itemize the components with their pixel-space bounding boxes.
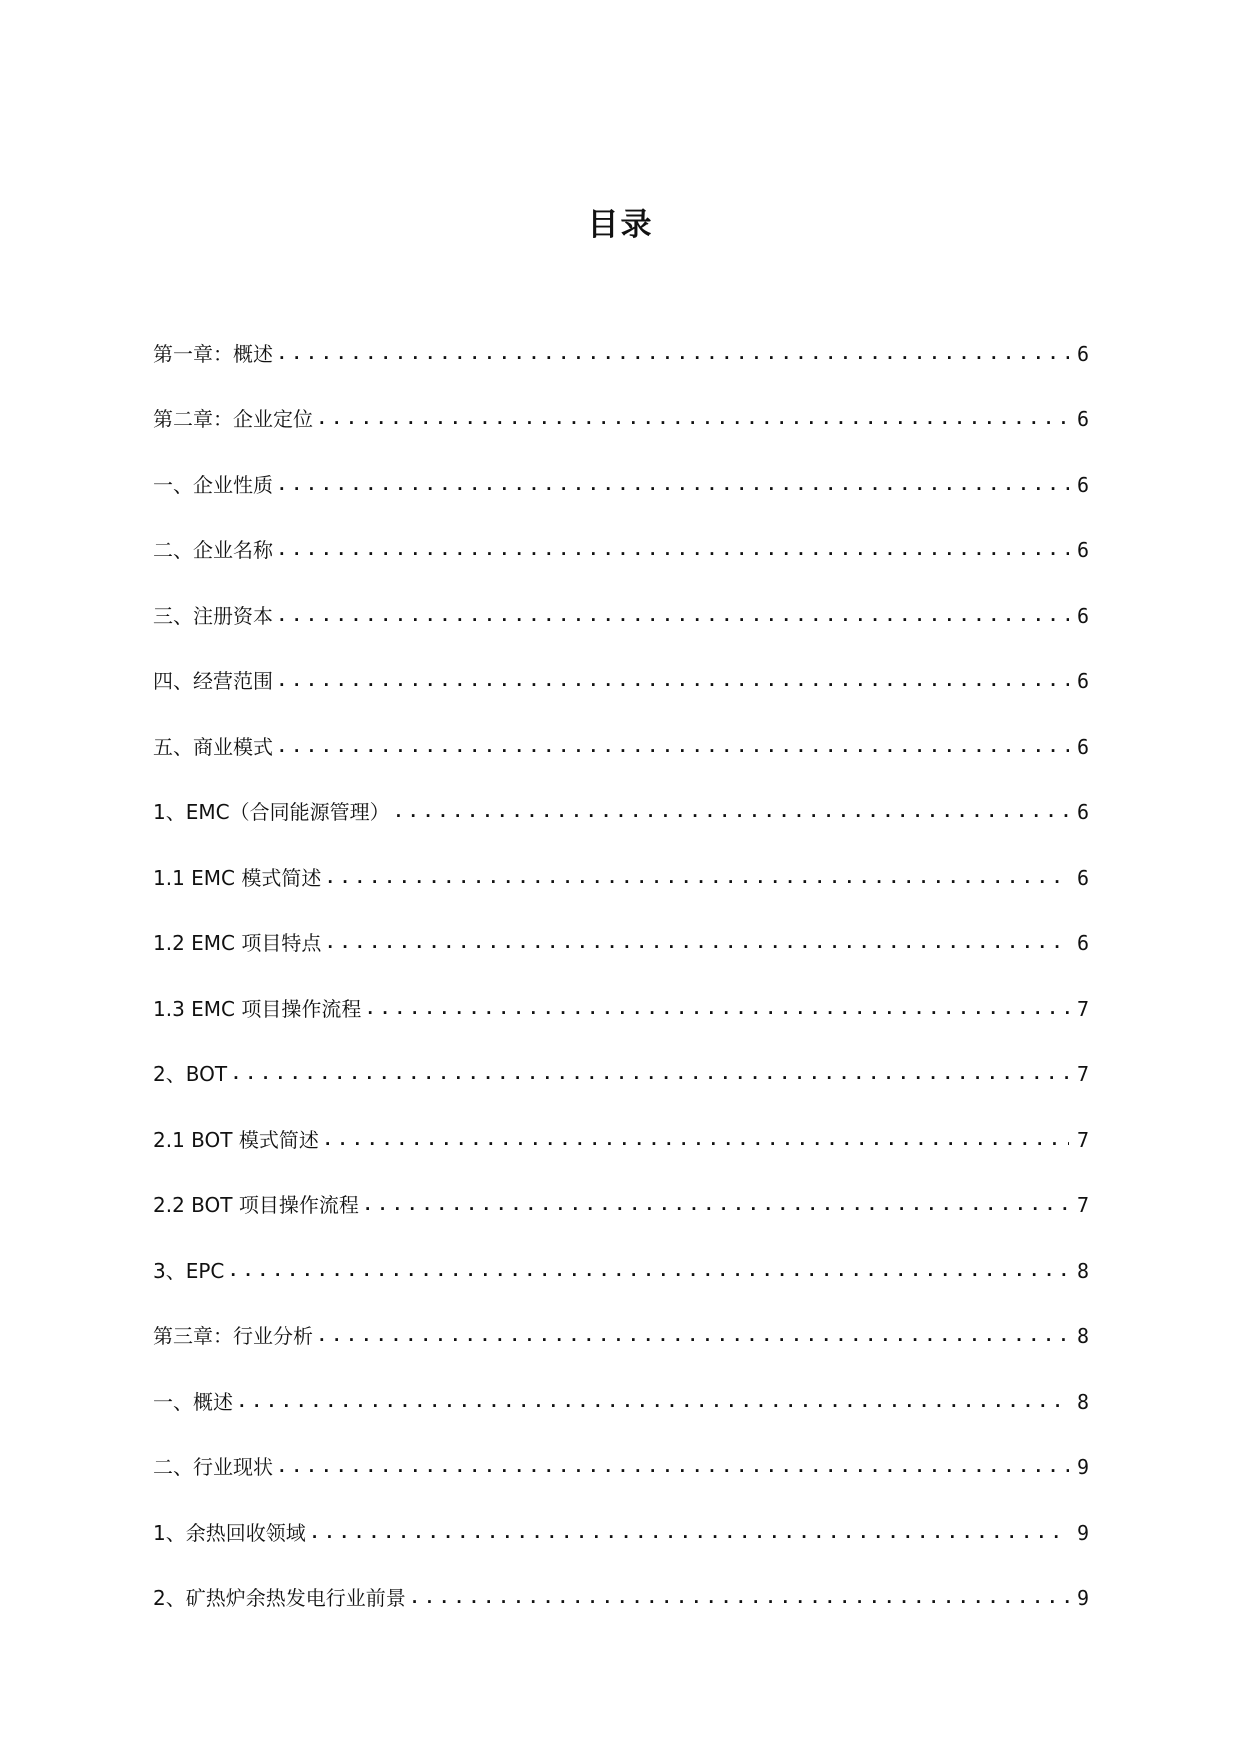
toc-dot-leader xyxy=(363,1190,1069,1220)
toc-entry-page: 6 xyxy=(1076,800,1089,824)
toc-entry-label: 3、EPC xyxy=(153,1258,225,1283)
toc-entry[interactable] xyxy=(153,1417,1089,1483)
toc-dot-leader xyxy=(277,601,1069,631)
toc-entry-label: 第三章：行业分析 xyxy=(153,1324,313,1348)
toc-entry-page: 6 xyxy=(1076,472,1089,497)
toc-entry-label: 第一章：概述 xyxy=(153,341,273,366)
toc-entry-page: 7 xyxy=(1076,1127,1089,1152)
toc-entry[interactable] xyxy=(153,303,1089,369)
toc-entry[interactable] xyxy=(153,696,1089,762)
toc-entry-label: 2.1 BOT 模式简述 xyxy=(153,1127,319,1152)
toc-dot-leader xyxy=(277,666,1069,696)
toc-entry-page: 8 xyxy=(1076,1324,1089,1348)
toc-dot-leader xyxy=(410,1583,1069,1613)
toc-entry-page: 6 xyxy=(1076,734,1089,759)
toc-entry[interactable] xyxy=(153,1155,1089,1221)
toc-dot-leader xyxy=(277,535,1069,565)
toc-entry[interactable] xyxy=(153,1351,1089,1417)
toc-entry[interactable] xyxy=(153,500,1089,566)
toc-entry-page: 7 xyxy=(1076,996,1089,1021)
toc-entry-page: 6 xyxy=(1076,603,1089,628)
toc-entry-label: 1、EMC（合同能源管理） xyxy=(153,800,390,824)
toc-dot-leader xyxy=(317,404,1069,434)
toc-dot-leader xyxy=(277,339,1069,369)
toc-entry-page: 6 xyxy=(1076,538,1089,562)
toc-entry[interactable] xyxy=(153,1286,1089,1352)
toc-entry-page: 6 xyxy=(1076,407,1089,431)
toc-entry-label: 第二章：企业定位 xyxy=(153,407,313,431)
toc-entry-page: 8 xyxy=(1076,1389,1089,1414)
toc-entry-label: 四、经营范围 xyxy=(153,669,273,693)
toc-entry-label: 二、行业现状 xyxy=(153,1455,273,1479)
toc-entry[interactable] xyxy=(153,565,1089,631)
toc-entry-page: 7 xyxy=(1076,1193,1089,1217)
toc-entry-label: 一、企业性质 xyxy=(153,472,273,497)
toc-entry[interactable] xyxy=(153,958,1089,1024)
toc-entry-page: 9 xyxy=(1076,1586,1089,1610)
toc-entry-label: 2.2 BOT 项目操作流程 xyxy=(153,1193,359,1217)
toc-entry[interactable] xyxy=(153,631,1089,697)
toc-entry[interactable] xyxy=(153,1548,1089,1614)
toc-dot-leader xyxy=(231,1059,1069,1089)
toc-entry-label: 一、概述 xyxy=(153,1389,233,1414)
toc-entry-label: 2、BOT xyxy=(153,1062,228,1086)
toc-dot-leader xyxy=(323,1125,1069,1155)
toc-entry-page: 8 xyxy=(1076,1258,1089,1283)
toc-dot-leader xyxy=(277,1452,1069,1482)
toc-entry-label: 五、商业模式 xyxy=(153,734,273,759)
toc-dot-leader xyxy=(277,732,1069,762)
toc-entry-label: 1.1 EMC 模式简述 xyxy=(153,865,322,890)
toc-entry-label: 1.2 EMC 项目特点 xyxy=(153,931,322,955)
toc-entry-label: 2、矿热炉余热发电行业前景 xyxy=(153,1586,406,1610)
toc-entry-page: 9 xyxy=(1076,1455,1089,1479)
toc-entry[interactable] xyxy=(153,1089,1089,1155)
toc-dot-leader xyxy=(228,1256,1069,1286)
toc-entry[interactable] xyxy=(153,434,1089,500)
toc-entry-page: 6 xyxy=(1076,341,1089,366)
toc-dot-leader xyxy=(325,863,1069,893)
table-of-contents xyxy=(153,303,1089,1613)
toc-dot-leader xyxy=(317,1321,1069,1351)
toc-entry[interactable] xyxy=(153,1024,1089,1090)
toc-dot-leader xyxy=(325,928,1069,958)
toc-entry[interactable] xyxy=(153,762,1089,828)
toc-dot-leader xyxy=(365,994,1069,1024)
toc-entry-page: 7 xyxy=(1076,1062,1089,1086)
toc-dot-leader xyxy=(310,1518,1069,1548)
toc-dot-leader xyxy=(394,797,1069,827)
toc-entry[interactable] xyxy=(153,369,1089,435)
toc-entry-page: 6 xyxy=(1076,669,1089,693)
toc-entry[interactable] xyxy=(153,1220,1089,1286)
toc-entry-label: 二、企业名称 xyxy=(153,538,273,562)
toc-entry-page: 9 xyxy=(1076,1520,1089,1545)
toc-entry[interactable] xyxy=(153,1482,1089,1548)
toc-dot-leader xyxy=(237,1387,1069,1417)
toc-entry[interactable] xyxy=(153,893,1089,959)
toc-entry[interactable] xyxy=(153,827,1089,893)
toc-entry-label: 三、注册资本 xyxy=(153,603,273,628)
toc-title: 目录 xyxy=(587,207,654,243)
toc-entry-page: 6 xyxy=(1076,865,1089,890)
toc-entry-label: 1.3 EMC 项目操作流程 xyxy=(153,996,362,1021)
toc-dot-leader xyxy=(277,470,1069,500)
toc-entry-label: 1、余热回收领域 xyxy=(153,1520,306,1545)
toc-entry-page: 6 xyxy=(1076,931,1089,955)
